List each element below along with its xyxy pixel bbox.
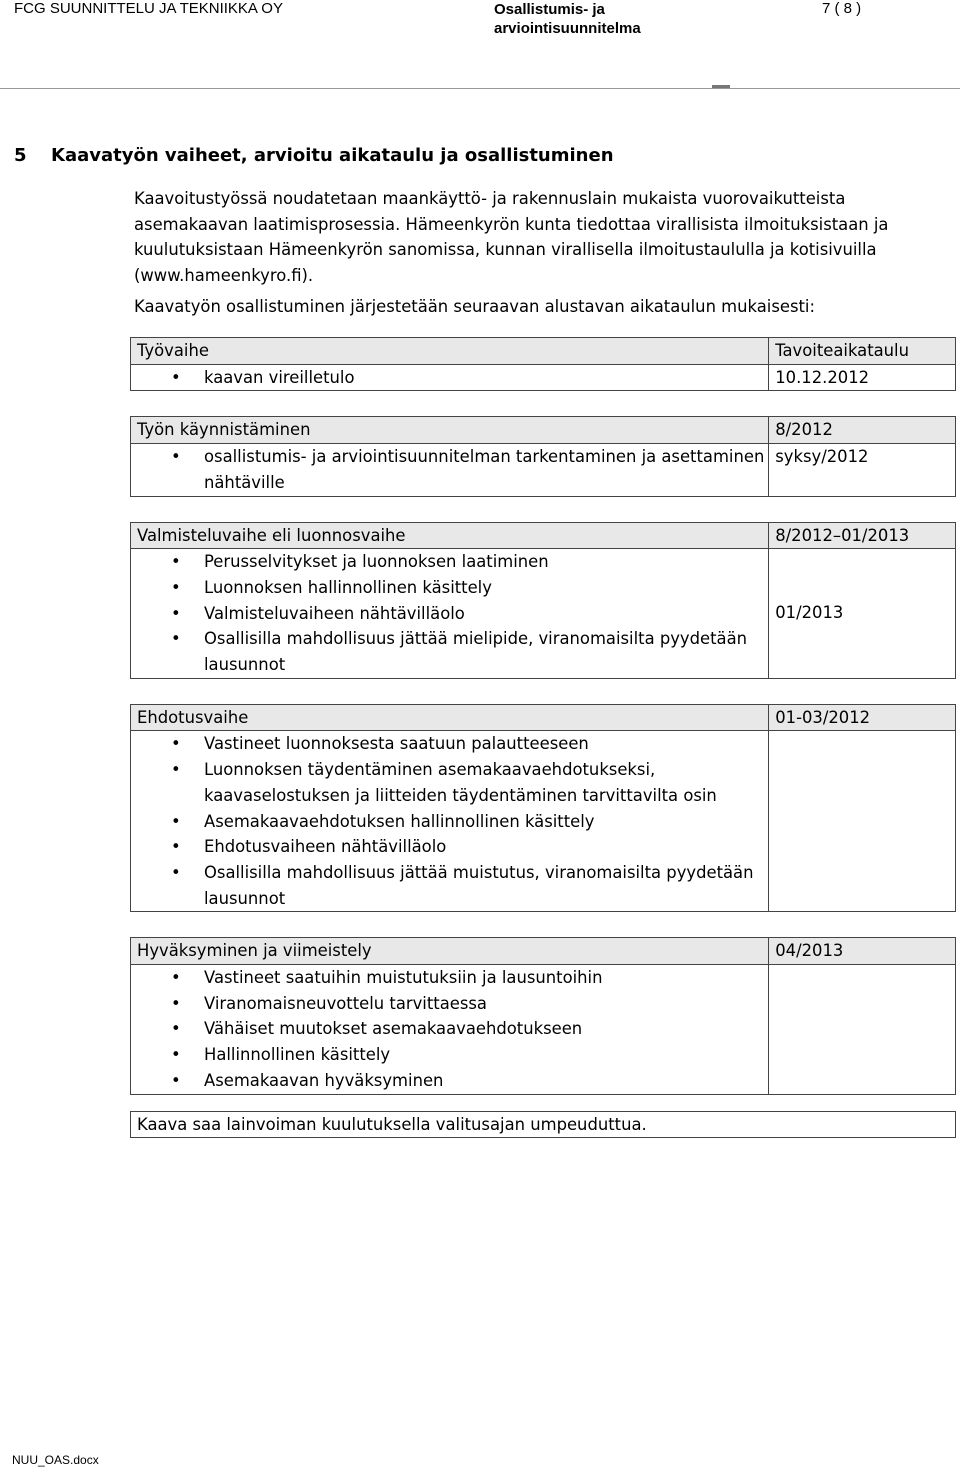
bullet-icon: • <box>171 837 181 857</box>
section-title: Kaavatyön vaiheet, arvioitu aikataulu ja osallistuminen <box>51 145 614 166</box>
list-item: • Luonnoksen hallinnollinen käsittely <box>137 575 768 601</box>
phase-title: Ehdotusvaihe <box>131 704 769 731</box>
bullet-icon: • <box>171 577 181 597</box>
phase-item-list <box>137 965 768 1094</box>
list-item: • Luonnoksen täydentäminen asemakaavaehdotukseksi, kaavaselostuksen ja liitteiden täydentäminen tarvittavilta osin <box>137 757 768 808</box>
list-item: • Vähäiset muutokset asemakaavaehdotukseen <box>137 1016 768 1042</box>
section-number: 5 <box>14 145 27 166</box>
phase-date: 8/2012 <box>769 417 956 444</box>
intro-paragraph: Kaavoitustyössä noudatetaan maankäyttö- ja rakennuslain mukaista vuorovaikutteista asemakaavan laatimisprosessia. Hämeenkyrön kunta tiedottaa virallisista ilmoituksistaan ja kuulutuksistaan Hämeenkyrön sanomissa, kunnan virallisella ilmoitustaululla ja kotisivuilla (www.hameenkyro.fi). <box>134 189 889 286</box>
phase-item-list <box>137 365 768 391</box>
column-header-schedule: Tavoiteaikataulu <box>769 338 956 365</box>
phase-header-row <box>131 417 956 444</box>
schedule-table <box>130 337 956 1138</box>
footer-filename: NUU_OAS.docx <box>12 1453 99 1467</box>
bullet-icon: • <box>171 734 181 754</box>
bullet-icon: • <box>171 367 181 387</box>
schedule-date: 01/2013 <box>775 603 844 623</box>
list-item: • Vastineet luonnoksesta saatuun palautteeseen <box>137 731 768 757</box>
table-row <box>131 444 956 496</box>
list-item: • Ehdotusvaiheen nähtävilläolo <box>137 834 768 860</box>
phase-item-list <box>137 731 768 911</box>
phase-header-row <box>131 522 956 549</box>
bullet-icon: • <box>171 1019 181 1039</box>
document-title-line-1: Osallistumis- ja <box>494 1 605 18</box>
list-item: • Perusselvitykset ja luonnoksen laatiminen <box>137 549 768 575</box>
schedule-date <box>769 965 956 1095</box>
list-item: • Vastineet saatuihin muistutuksiin ja lausuntoihin <box>137 965 768 991</box>
table-row <box>131 364 956 391</box>
phase-date: 04/2013 <box>769 938 956 965</box>
final-note: Kaava saa lainvoiman kuulutuksella valitusajan umpeuduttua. <box>131 1111 956 1138</box>
bullet-icon: • <box>171 447 181 467</box>
phase-title: Työn käynnistäminen <box>131 417 769 444</box>
bullet-icon: • <box>171 1070 181 1090</box>
header-divider-accent <box>712 85 730 88</box>
list-item: • Asemakaavan hyväksyminen <box>137 1068 768 1094</box>
phase-date: 01-03/2012 <box>769 704 956 731</box>
bullet-icon: • <box>171 629 181 649</box>
list-item: • Osallisilla mahdollisuus jättää muistutus, viranomaisilta pyydetään lausunnot <box>137 860 768 911</box>
bullet-icon: • <box>171 603 181 623</box>
list-item: • Viranomaisneuvottelu tarvittaessa <box>137 991 768 1017</box>
document-title <box>494 0 641 38</box>
document-title-line-2: arviointisuunnitelma <box>494 20 641 37</box>
bullet-icon: • <box>171 552 181 572</box>
phase-header-row <box>131 704 956 731</box>
bullet-icon: • <box>171 993 181 1013</box>
list-item: • osallistumis- ja arviointisuunnitelman tarkentaminen ja asettaminen nähtäville <box>137 444 768 495</box>
page-header <box>0 0 960 92</box>
list-item: • Osallisilla mahdollisuus jättää mielipide, viranomaisilta pyydetään lausunnot <box>137 626 768 677</box>
phase-date: 8/2012–01/2013 <box>769 522 956 549</box>
table-header-row <box>131 338 956 365</box>
table-row <box>131 731 956 912</box>
table-row <box>131 965 956 1095</box>
schedule-date: syksy/2012 <box>769 444 956 496</box>
schedule-date: 10.12.2012 <box>769 364 956 391</box>
bullet-icon: • <box>171 862 181 882</box>
list-item: • kaavan vireilletulo <box>137 365 768 391</box>
phase-header-row <box>131 938 956 965</box>
final-note-row <box>131 1111 956 1138</box>
bullet-icon: • <box>171 760 181 780</box>
phase-title: Valmisteluvaihe eli luonnosvaihe <box>131 522 769 549</box>
phase-title: Hyväksyminen ja viimeistely <box>131 938 769 965</box>
list-item: • Valmisteluvaiheen nähtävilläolo <box>137 601 768 627</box>
bullet-icon: • <box>171 968 181 988</box>
phase-item-list <box>137 549 768 678</box>
bullet-icon: • <box>171 811 181 831</box>
phase-item-list <box>137 444 768 495</box>
page-number: 7 ( 8 ) <box>822 0 862 17</box>
schedule-date <box>769 731 956 912</box>
column-header-phase: Työvaihe <box>131 338 769 365</box>
section-heading <box>14 145 614 166</box>
header-divider <box>0 88 960 89</box>
bullet-icon: • <box>171 1045 181 1065</box>
table-row <box>131 549 956 679</box>
list-item: • Asemakaavaehdotuksen hallinnollinen käsittely <box>137 809 768 835</box>
list-item: • Hallinnollinen käsittely <box>137 1042 768 1068</box>
schedule-intro-paragraph: Kaavatyön osallistuminen järjestetään seuraavan alustavan aikataulun mukaisesti: <box>134 297 815 316</box>
company-name: FCG SUUNNITTELU JA TEKNIIKKA OY <box>14 0 283 17</box>
